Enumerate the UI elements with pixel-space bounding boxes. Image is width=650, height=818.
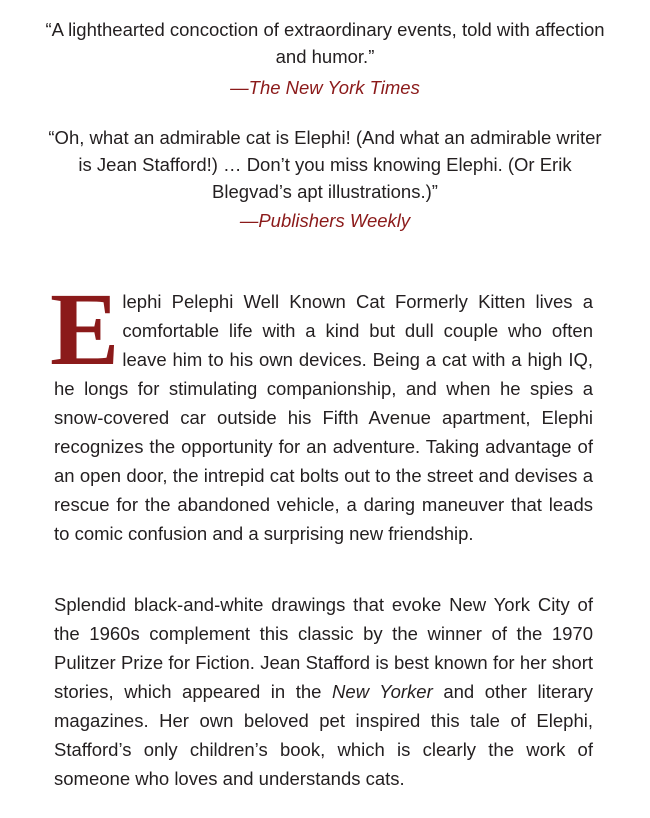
description-paragraph-1	[50, 272, 593, 548]
review-quote-publishers-weekly	[40, 124, 610, 234]
quote-text: “A lighthearted concoction of extraordinary events, told with affection and humor.”	[45, 19, 605, 67]
description-paragraph-2	[54, 590, 593, 793]
paragraph-text-before: Splendid black-and-white drawings that evoke New York City of the 1960s complement this classic by the winner of the 1970 Pulitzer Prize for Fiction. Jean Stafford is best known for her short stories, which appeared in the	[54, 594, 593, 702]
publication-name: New Yorker	[332, 681, 433, 702]
quote-source: —Publishers Weekly	[239, 210, 411, 231]
paragraph-text: lephi Pelephi Well Known Cat Formerly Kitten lives a comfortable life with a kind but dull couple who often leave him to his own devices. Being a cat with a high IQ, he longs for stimulating companionship, and when he spies a snow-covered car outside his Fifth Avenue apartment, Elephi recognizes the opportunity for an adventure. Taking advantage of an open door, the intrepid cat bolts out to the street and devises a rescue for the abandoned vehicle, a daring maneuver that leads to comic confusion and a surprising new friendship.	[54, 291, 593, 544]
quote-text: “Oh, what an admirable cat is Elephi! (And what an admirable writer is Jean Stafford!) … Don’t you miss knowing Elephi. (Or Erik Blegvad’s apt illustrations.)”	[48, 127, 602, 202]
paragraph-text-after: and other literary magazines. Her own beloved pet inspired this tale of Elephi, Stafford’s only children’s book, which is clearly the work of someone who loves and understands cats.	[54, 681, 593, 789]
drop-cap: E	[50, 272, 120, 387]
review-quote-nyt	[40, 16, 610, 101]
quote-source: —The New York Times	[230, 77, 420, 98]
